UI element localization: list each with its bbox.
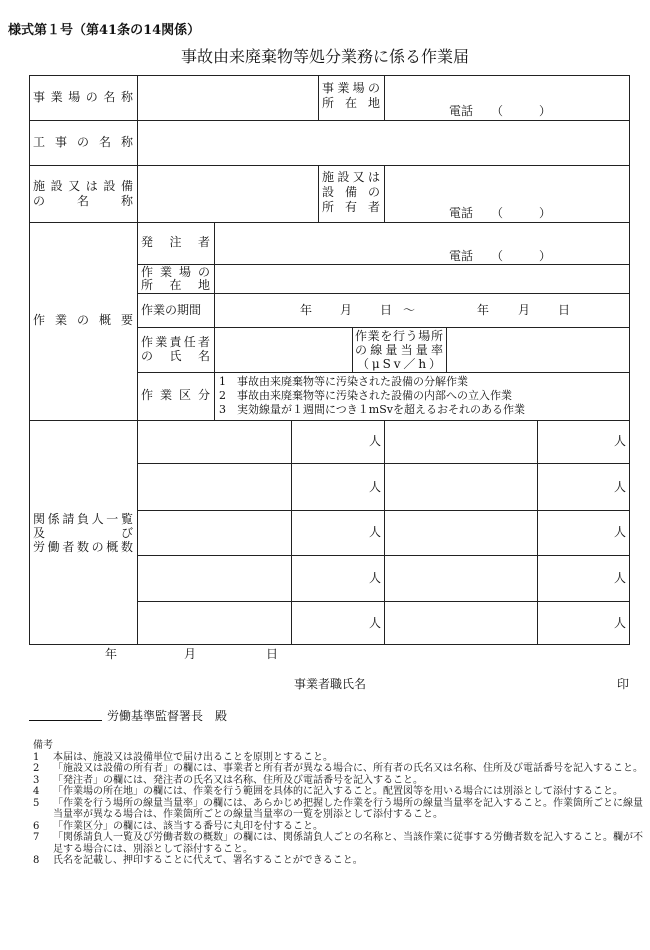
contractors-label-1: 関 係 請 負 人 一 覧 (33, 512, 133, 526)
note-item: 7 「関係請負人一覧及び労働者数の概数」の欄には、関係請負人ごとの名称と、当該作業に従事する労働者数を記入すること。欄が不足する場合には、別添として添付すること。 (33, 832, 643, 855)
work-category-3[interactable]: 3 実効線量が１週間につき１mSvを超えるおそれのある作業 (219, 403, 525, 416)
facility-owner-label-2: 設 備 の (322, 185, 380, 199)
person-unit-right-2: 人 (614, 480, 627, 494)
facility-name-field[interactable] (138, 166, 317, 222)
person-unit-right-1: 人 (614, 434, 627, 448)
note-item: 4 「作業場の所在地」の欄には、作業を行う範囲を具体的に記入すること。配置図等を用いる場合には別添として添付すること。 (33, 786, 623, 797)
employer-label: 事業者職氏名 (294, 677, 367, 691)
form-number: 様式第１号（第41条の14関係） (8, 23, 201, 38)
period-start-year: 年 (300, 303, 313, 317)
manager-label-2: の 氏 名 (141, 349, 210, 363)
notes (33, 740, 643, 867)
period-start-month: 月 (340, 303, 353, 317)
person-unit-right-3: 人 (614, 525, 627, 539)
construction-name-label: 工 事 の 名 称 (33, 135, 133, 149)
person-unit-right-4: 人 (614, 571, 627, 585)
note-item: 5 「作業を行う場所の線量当量率」の欄には、あらかじめ把握した作業を行う場所の線量当量率を記入すること。作業箇所ごとに線量当量率が異なる場合は、作業箇所ごとの線量当量率の一覧を別添として添付すること。 (33, 797, 643, 820)
note-item: 8 氏名を記載し、押印することに代えて、署名することができること。 (33, 855, 363, 866)
person-unit-left-1: 人 (369, 434, 382, 448)
facility-name-label-2: の 名 称 (33, 194, 133, 208)
date-year: 年 (105, 647, 118, 661)
orderer-label: 発 注 者 (141, 235, 210, 249)
business-location-label-1: 事 業 場 の (322, 81, 380, 95)
date-month: 月 (184, 647, 197, 661)
person-unit-left-4: 人 (369, 571, 382, 585)
office-name-blank[interactable] (29, 720, 102, 721)
dose-rate-label-1: 作 業 を 行 う 場 所 (355, 329, 443, 343)
note-item: 1 本届は、施設又は設備単位で届け出ることを原則とすること。 (33, 751, 333, 763)
business-name-label: 事 業 場 の 名 称 (33, 90, 133, 104)
contractors-label-2: 及 び (33, 526, 133, 540)
business-phone: 電話 （ ） (449, 104, 552, 118)
business-location-field[interactable] (385, 76, 629, 120)
facility-owner-label-3: 所 有 者 (322, 200, 380, 214)
person-unit-right-5: 人 (614, 616, 627, 630)
work-category-1[interactable]: 1 事故由来廃棄物等に汚染された設備の分解作業 (219, 375, 468, 388)
facility-owner-phone: 電話 （ ） (449, 206, 552, 220)
facility-owner-label-1: 施 設 又 は (322, 170, 380, 184)
note-item: 6 「作業区分」の欄には、該当する番号に丸印を付すること。 (33, 820, 323, 832)
work-category-2[interactable]: 2 事故由来廃棄物等に汚染された設備の内部への立入作業 (219, 389, 512, 402)
facility-name-label-1: 施 設 又 は 設 備 (33, 179, 133, 193)
orderer-field[interactable] (215, 223, 629, 264)
date-day: 日 (266, 647, 279, 661)
period-tilde: ～ (403, 303, 416, 317)
seal-mark: 印 (617, 677, 630, 691)
orderer-phone: 電話 （ ） (449, 249, 552, 263)
business-location-label-2: 所 在 地 (322, 96, 380, 110)
facility-owner-field[interactable] (385, 166, 629, 222)
period-end-month: 月 (518, 303, 531, 317)
form-title: 事故由来廃棄物等処分業務に係る作業届 (180, 47, 469, 66)
addressee: 労働基準監督署長 殿 (107, 709, 228, 723)
person-unit-left-5: 人 (369, 616, 382, 630)
dose-rate-field[interactable] (447, 328, 629, 372)
dose-rate-label-3: （ μ S v ／ h ） (357, 357, 441, 371)
contractors-label-3: 労 働 者 数 の 概 数 (33, 540, 133, 554)
note-item: 3 「発注者」の欄には、発注者の氏名又は名称、住所及び電話番号を記入すること。 (33, 774, 423, 786)
period-start-day: 日 (380, 303, 393, 317)
work-category-label: 作 業 区 分 (141, 388, 210, 402)
work-location-label-1: 作 業 場 の (141, 265, 210, 279)
person-unit-left-2: 人 (369, 480, 382, 494)
manager-label-1: 作 業 責 任 者 (141, 335, 210, 349)
overview-label: 作 業 の 概 要 (33, 313, 133, 327)
period-end-year: 年 (477, 303, 490, 317)
period-end-day: 日 (558, 303, 571, 317)
business-name-field[interactable] (138, 76, 317, 120)
work-location-field[interactable] (215, 265, 629, 293)
construction-name-field[interactable] (138, 121, 629, 165)
notes-heading: 備考 (33, 740, 53, 751)
person-unit-left-3: 人 (369, 525, 382, 539)
manager-field[interactable] (215, 328, 351, 372)
note-item: 2 「施設又は設備の所有者」の欄には、事業者と所有者が異なる場合に、所有者の氏名又は名称、住所及び電話番号を記入すること。 (33, 763, 643, 774)
dose-rate-label-2: の 線 量 当 量 率 (355, 343, 443, 357)
work-location-label-2: 所 在 地 (141, 278, 210, 292)
work-period-label: 作業の期間 (141, 303, 202, 317)
